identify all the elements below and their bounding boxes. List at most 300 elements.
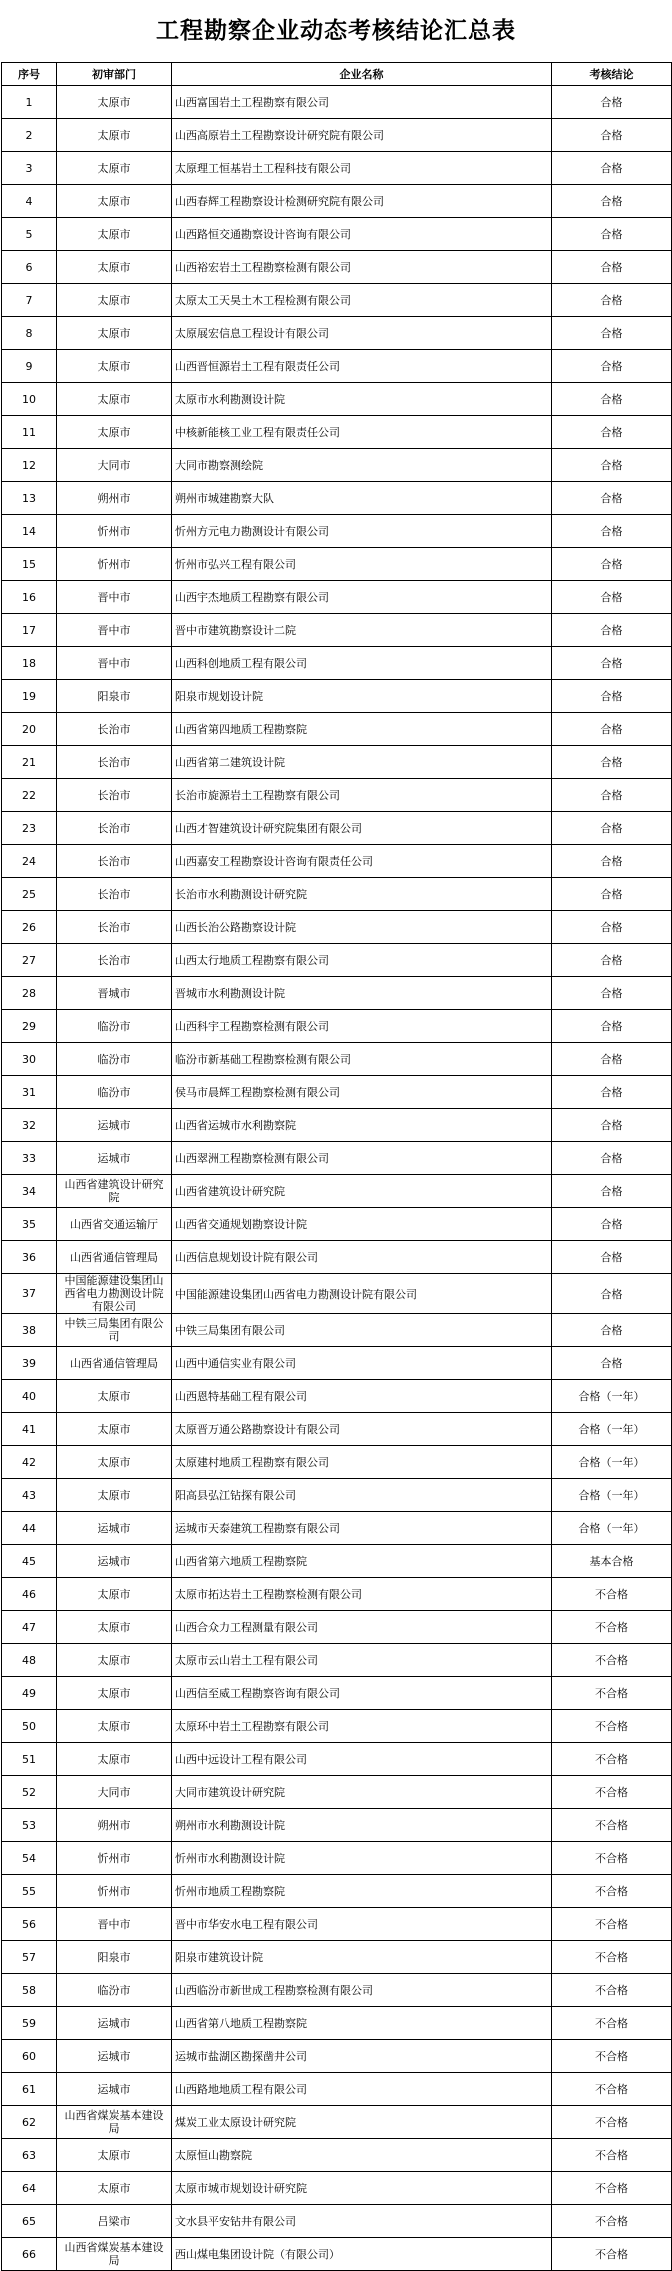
row-department: 忻州市 (57, 1842, 172, 1875)
table-row (2, 1142, 672, 1175)
table-row (2, 1908, 672, 1941)
row-index: 37 (2, 1274, 57, 1314)
row-company: 阳泉市规划设计院 (172, 680, 552, 713)
table-row (2, 284, 672, 317)
row-result: 合格 (552, 185, 672, 218)
row-result: 合格 (552, 911, 672, 944)
table-row (2, 1175, 672, 1208)
table-row (2, 2007, 672, 2040)
table-row (2, 1644, 672, 1677)
row-index: 42 (2, 1446, 57, 1479)
row-result: 合格 (552, 977, 672, 1010)
row-result: 合格 (552, 746, 672, 779)
row-department: 太原市 (57, 1710, 172, 1743)
table-row (2, 2205, 672, 2238)
table-row (2, 1842, 672, 1875)
row-index: 59 (2, 2007, 57, 2040)
row-index: 7 (2, 284, 57, 317)
row-index: 20 (2, 713, 57, 746)
row-company: 中国能源建设集团山西省电力勘测设计院有限公司 (172, 1274, 552, 1314)
row-company: 山西富国岩土工程勘察有限公司 (172, 86, 552, 119)
row-department: 长治市 (57, 779, 172, 812)
row-result: 合格 (552, 449, 672, 482)
row-company: 山西省第四地质工程勘察院 (172, 713, 552, 746)
row-result: 合格 (552, 581, 672, 614)
table-row (2, 1109, 672, 1142)
row-index: 30 (2, 1043, 57, 1076)
row-department: 长治市 (57, 812, 172, 845)
table-row (2, 581, 672, 614)
row-index: 9 (2, 350, 57, 383)
row-result: 合格 (552, 515, 672, 548)
row-index: 61 (2, 2073, 57, 2106)
row-result: 基本合格 (552, 1545, 672, 1578)
table-row (2, 1479, 672, 1512)
row-company: 太原市云山岩土工程有限公司 (172, 1644, 552, 1677)
row-company: 大同市建筑设计研究院 (172, 1776, 552, 1809)
table-row (2, 2073, 672, 2106)
row-company: 山西科创地质工程有限公司 (172, 647, 552, 680)
row-company: 山西翠洲工程勘察检测有限公司 (172, 1142, 552, 1175)
row-result: 合格 (552, 1175, 672, 1208)
row-company: 晋中市华安水电工程有限公司 (172, 1908, 552, 1941)
row-department: 阳泉市 (57, 1941, 172, 1974)
row-department: 吕梁市 (57, 2205, 172, 2238)
row-department: 中铁三局集团有限公司 (57, 1314, 172, 1347)
table-row (2, 416, 672, 449)
row-index: 8 (2, 317, 57, 350)
table-row (2, 152, 672, 185)
row-department: 晋中市 (57, 647, 172, 680)
row-result: 合格 (552, 845, 672, 878)
row-index: 10 (2, 383, 57, 416)
row-index: 35 (2, 1208, 57, 1241)
row-index: 32 (2, 1109, 57, 1142)
row-result: 合格 (552, 1208, 672, 1241)
row-department: 运城市 (57, 2007, 172, 2040)
table-row (2, 2106, 672, 2139)
table-row (2, 977, 672, 1010)
row-result: 不合格 (552, 1908, 672, 1941)
row-department: 中国能源建设集团山西省电力勘测设计院有限公司 (57, 1274, 172, 1314)
table-row (2, 713, 672, 746)
row-result: 合格（一年） (552, 1479, 672, 1512)
row-department: 太原市 (57, 1479, 172, 1512)
table-row (2, 680, 672, 713)
row-department: 太原市 (57, 1413, 172, 1446)
row-company: 侯马市晨辉工程勘察检测有限公司 (172, 1076, 552, 1109)
row-company: 运城市天泰建筑工程勘察有限公司 (172, 1512, 552, 1545)
table-row (2, 1010, 672, 1043)
row-department: 太原市 (57, 1677, 172, 1710)
row-result: 合格 (552, 1314, 672, 1347)
row-index: 17 (2, 614, 57, 647)
row-index: 34 (2, 1175, 57, 1208)
table-row (2, 614, 672, 647)
row-index: 1 (2, 86, 57, 119)
table-row (2, 1380, 672, 1413)
row-index: 63 (2, 2139, 57, 2172)
row-department: 临汾市 (57, 1974, 172, 2007)
row-result: 不合格 (552, 2106, 672, 2139)
table-row (2, 1274, 672, 1314)
row-company: 山西宇杰地质工程勘察有限公司 (172, 581, 552, 614)
table-row (2, 1776, 672, 1809)
row-result: 不合格 (552, 2205, 672, 2238)
row-department: 长治市 (57, 944, 172, 977)
table-row (2, 548, 672, 581)
row-company: 山西省第八地质工程勘察院 (172, 2007, 552, 2040)
row-company: 山西省交通规划勘察设计院 (172, 1208, 552, 1241)
document-title: 工程勘察企业动态考核结论汇总表 (156, 18, 516, 44)
row-index: 51 (2, 1743, 57, 1776)
table-row (2, 482, 672, 515)
row-index: 52 (2, 1776, 57, 1809)
header-department: 初审部门 (57, 63, 172, 86)
row-result: 不合格 (552, 1710, 672, 1743)
row-department: 太原市 (57, 86, 172, 119)
row-company: 山西晋恒源岩土工程有限责任公司 (172, 350, 552, 383)
row-result: 不合格 (552, 2040, 672, 2073)
row-company: 太原市水利勘测设计院 (172, 383, 552, 416)
row-department: 太原市 (57, 251, 172, 284)
row-company: 太原展宏信息工程设计有限公司 (172, 317, 552, 350)
row-department: 太原市 (57, 1743, 172, 1776)
row-index: 48 (2, 1644, 57, 1677)
row-company: 阳泉市建筑设计院 (172, 1941, 552, 1974)
row-company: 山西信息规划设计院有限公司 (172, 1241, 552, 1274)
table-row (2, 779, 672, 812)
row-company: 山西裕宏岩土工程勘察检测有限公司 (172, 251, 552, 284)
row-result: 不合格 (552, 1941, 672, 1974)
row-index: 22 (2, 779, 57, 812)
row-result: 合格（一年） (552, 1446, 672, 1479)
row-department: 长治市 (57, 746, 172, 779)
row-company: 忻州市地质工程勘察院 (172, 1875, 552, 1908)
table-row (2, 878, 672, 911)
table-row (2, 251, 672, 284)
row-department: 运城市 (57, 1109, 172, 1142)
table-row (2, 812, 672, 845)
row-index: 38 (2, 1314, 57, 1347)
row-company: 山西长治公路勘察设计院 (172, 911, 552, 944)
row-index: 11 (2, 416, 57, 449)
row-result: 合格 (552, 383, 672, 416)
row-department: 太原市 (57, 1578, 172, 1611)
row-company: 山西省建筑设计研究院 (172, 1175, 552, 1208)
row-department: 太原市 (57, 2139, 172, 2172)
row-result: 不合格 (552, 1875, 672, 1908)
summary-table (1, 62, 672, 2271)
row-company: 太原市城市规划设计研究院 (172, 2172, 552, 2205)
row-company: 山西中远设计工程有限公司 (172, 1743, 552, 1776)
row-company: 阳高县弘江钻探有限公司 (172, 1479, 552, 1512)
row-result: 不合格 (552, 1809, 672, 1842)
row-department: 忻州市 (57, 548, 172, 581)
row-department: 运城市 (57, 2073, 172, 2106)
row-company: 太原晋万通公路勘察设计有限公司 (172, 1413, 552, 1446)
row-company: 山西路地地质工程有限公司 (172, 2073, 552, 2106)
table-header-row (2, 63, 672, 86)
row-result: 不合格 (552, 1677, 672, 1710)
table-row (2, 350, 672, 383)
row-department: 大同市 (57, 449, 172, 482)
row-company: 山西临汾市新世成工程勘察检测有限公司 (172, 1974, 552, 2007)
header-company: 企业名称 (172, 63, 552, 86)
table-row (2, 944, 672, 977)
row-result: 合格 (552, 86, 672, 119)
row-index: 50 (2, 1710, 57, 1743)
row-department: 运城市 (57, 1142, 172, 1175)
row-index: 15 (2, 548, 57, 581)
row-department: 山西省煤炭基本建设局 (57, 2106, 172, 2139)
row-company: 太原市拓达岩土工程勘察检测有限公司 (172, 1578, 552, 1611)
table-row (2, 1875, 672, 1908)
row-company: 运城市盐湖区勘探凿井公司 (172, 2040, 552, 2073)
row-index: 39 (2, 1347, 57, 1380)
row-department: 运城市 (57, 1545, 172, 1578)
table-row (2, 1512, 672, 1545)
table-row (2, 1545, 672, 1578)
row-company: 太原恒山勘察院 (172, 2139, 552, 2172)
row-result: 合格（一年） (552, 1380, 672, 1413)
row-company: 长治市旋源岩土工程勘察有限公司 (172, 779, 552, 812)
table-row (2, 1743, 672, 1776)
row-result: 不合格 (552, 1974, 672, 2007)
row-index: 57 (2, 1941, 57, 1974)
row-index: 36 (2, 1241, 57, 1274)
row-index: 24 (2, 845, 57, 878)
row-index: 47 (2, 1611, 57, 1644)
row-result: 合格 (552, 284, 672, 317)
table-row (2, 185, 672, 218)
table-row (2, 1974, 672, 2007)
row-department: 运城市 (57, 1512, 172, 1545)
row-index: 43 (2, 1479, 57, 1512)
table-row (2, 1611, 672, 1644)
row-result: 合格 (552, 152, 672, 185)
row-result: 合格（一年） (552, 1512, 672, 1545)
table-row (2, 1446, 672, 1479)
row-index: 41 (2, 1413, 57, 1446)
row-result: 合格 (552, 680, 672, 713)
row-department: 山西省建筑设计研究院 (57, 1175, 172, 1208)
row-department: 大同市 (57, 1776, 172, 1809)
row-department: 长治市 (57, 911, 172, 944)
row-department: 太原市 (57, 185, 172, 218)
row-company: 山西合众力工程测量有限公司 (172, 1611, 552, 1644)
row-department: 忻州市 (57, 1875, 172, 1908)
table-row (2, 2040, 672, 2073)
row-result: 不合格 (552, 1776, 672, 1809)
row-result: 不合格 (552, 1644, 672, 1677)
row-department: 晋中市 (57, 614, 172, 647)
row-company: 山西路恒交通勘察设计咨询有限公司 (172, 218, 552, 251)
table-row (2, 845, 672, 878)
row-result: 合格 (552, 482, 672, 515)
row-department: 临汾市 (57, 1076, 172, 1109)
table-row (2, 449, 672, 482)
table-row (2, 1710, 672, 1743)
table-row (2, 911, 672, 944)
row-department: 太原市 (57, 416, 172, 449)
row-department: 山西省通信管理局 (57, 1347, 172, 1380)
row-department: 阳泉市 (57, 680, 172, 713)
row-result: 合格 (552, 1142, 672, 1175)
row-result: 合格 (552, 548, 672, 581)
table-row (2, 1677, 672, 1710)
row-index: 65 (2, 2205, 57, 2238)
row-result: 合格 (552, 1109, 672, 1142)
table-row (2, 647, 672, 680)
row-index: 40 (2, 1380, 57, 1413)
row-index: 27 (2, 944, 57, 977)
table-row (2, 1208, 672, 1241)
row-index: 21 (2, 746, 57, 779)
table-row (2, 1413, 672, 1446)
row-company: 山西科宇工程勘察检测有限公司 (172, 1010, 552, 1043)
row-result: 合格 (552, 614, 672, 647)
row-company: 中核新能核工业工程有限责任公司 (172, 416, 552, 449)
table-row (2, 1578, 672, 1611)
row-result: 合格 (552, 317, 672, 350)
row-department: 太原市 (57, 119, 172, 152)
row-index: 5 (2, 218, 57, 251)
row-company: 山西恩特基础工程有限公司 (172, 1380, 552, 1413)
row-result: 合格 (552, 647, 672, 680)
row-department: 长治市 (57, 713, 172, 746)
row-company: 山西才智建筑设计研究院集团有限公司 (172, 812, 552, 845)
row-company: 山西信至威工程勘察咨询有限公司 (172, 1677, 552, 1710)
row-company: 山西春辉工程勘察设计检测研究院有限公司 (172, 185, 552, 218)
table-row (2, 2172, 672, 2205)
row-result: 合格 (552, 119, 672, 152)
row-index: 60 (2, 2040, 57, 2073)
row-department: 山西省交通运输厅 (57, 1208, 172, 1241)
row-index: 26 (2, 911, 57, 944)
row-department: 太原市 (57, 1611, 172, 1644)
row-index: 33 (2, 1142, 57, 1175)
row-department: 太原市 (57, 284, 172, 317)
row-department: 临汾市 (57, 1043, 172, 1076)
row-result: 不合格 (552, 1743, 672, 1776)
table-row (2, 317, 672, 350)
row-department: 太原市 (57, 2172, 172, 2205)
row-company: 山西省第六地质工程勘察院 (172, 1545, 552, 1578)
row-result: 合格 (552, 350, 672, 383)
table-row (2, 383, 672, 416)
table-row (2, 746, 672, 779)
row-department: 临汾市 (57, 1010, 172, 1043)
row-company: 忻州方元电力勘测设计有限公司 (172, 515, 552, 548)
row-company: 太原建村地质工程勘察有限公司 (172, 1446, 552, 1479)
table-row (2, 1314, 672, 1347)
row-index: 14 (2, 515, 57, 548)
row-company: 煤炭工业太原设计研究院 (172, 2106, 552, 2139)
row-department: 太原市 (57, 1446, 172, 1479)
header-index: 序号 (2, 63, 57, 86)
row-index: 28 (2, 977, 57, 1010)
row-result: 合格 (552, 416, 672, 449)
row-result: 合格 (552, 251, 672, 284)
row-index: 44 (2, 1512, 57, 1545)
row-index: 4 (2, 185, 57, 218)
row-department: 运城市 (57, 2040, 172, 2073)
row-index: 58 (2, 1974, 57, 2007)
table-row (2, 1241, 672, 1274)
row-company: 大同市勘察测绘院 (172, 449, 552, 482)
row-department: 长治市 (57, 878, 172, 911)
row-index: 45 (2, 1545, 57, 1578)
row-result: 合格 (552, 218, 672, 251)
row-index: 16 (2, 581, 57, 614)
row-index: 2 (2, 119, 57, 152)
table-row (2, 1941, 672, 1974)
table-row (2, 218, 672, 251)
row-result: 合格 (552, 878, 672, 911)
row-result: 合格 (552, 1241, 672, 1274)
row-company: 山西嘉安工程勘察设计咨询有限责任公司 (172, 845, 552, 878)
table-row (2, 1809, 672, 1842)
table-row (2, 2139, 672, 2172)
row-department: 太原市 (57, 317, 172, 350)
header-result: 考核结论 (552, 63, 672, 86)
table-body (2, 86, 672, 2271)
row-index: 54 (2, 1842, 57, 1875)
row-department: 晋中市 (57, 581, 172, 614)
row-result: 合格 (552, 1010, 672, 1043)
row-company: 长治市水利勘测设计研究院 (172, 878, 552, 911)
row-company: 山西省第二建筑设计院 (172, 746, 552, 779)
row-department: 太原市 (57, 152, 172, 185)
row-department: 忻州市 (57, 515, 172, 548)
row-result: 不合格 (552, 2139, 672, 2172)
row-result: 合格 (552, 944, 672, 977)
row-result: 合格 (552, 1347, 672, 1380)
row-index: 3 (2, 152, 57, 185)
row-company: 太原太工天昊土木工程检测有限公司 (172, 284, 552, 317)
row-company: 晋中市建筑勘察设计二院 (172, 614, 552, 647)
row-company: 山西高原岩土工程勘察设计研究院有限公司 (172, 119, 552, 152)
row-result: 不合格 (552, 2238, 672, 2271)
row-department: 太原市 (57, 218, 172, 251)
row-company: 朔州市水利勘测设计院 (172, 1809, 552, 1842)
row-index: 31 (2, 1076, 57, 1109)
row-index: 64 (2, 2172, 57, 2205)
row-index: 46 (2, 1578, 57, 1611)
row-company: 西山煤电集团设计院（有限公司） (172, 2238, 552, 2271)
row-company: 朔州市城建勘察大队 (172, 482, 552, 515)
row-index: 56 (2, 1908, 57, 1941)
table-row (2, 1347, 672, 1380)
row-company: 太原环中岩土工程勘察有限公司 (172, 1710, 552, 1743)
row-department: 太原市 (57, 1644, 172, 1677)
row-department: 太原市 (57, 383, 172, 416)
row-department: 太原市 (57, 1380, 172, 1413)
row-company: 晋城市水利勘测设计院 (172, 977, 552, 1010)
row-company: 临汾市新基础工程勘察检测有限公司 (172, 1043, 552, 1076)
table-row (2, 119, 672, 152)
row-index: 6 (2, 251, 57, 284)
row-result: 合格 (552, 1274, 672, 1314)
row-index: 13 (2, 482, 57, 515)
row-index: 12 (2, 449, 57, 482)
row-index: 49 (2, 1677, 57, 1710)
row-index: 62 (2, 2106, 57, 2139)
row-index: 55 (2, 1875, 57, 1908)
row-result: 合格 (552, 779, 672, 812)
row-index: 18 (2, 647, 57, 680)
